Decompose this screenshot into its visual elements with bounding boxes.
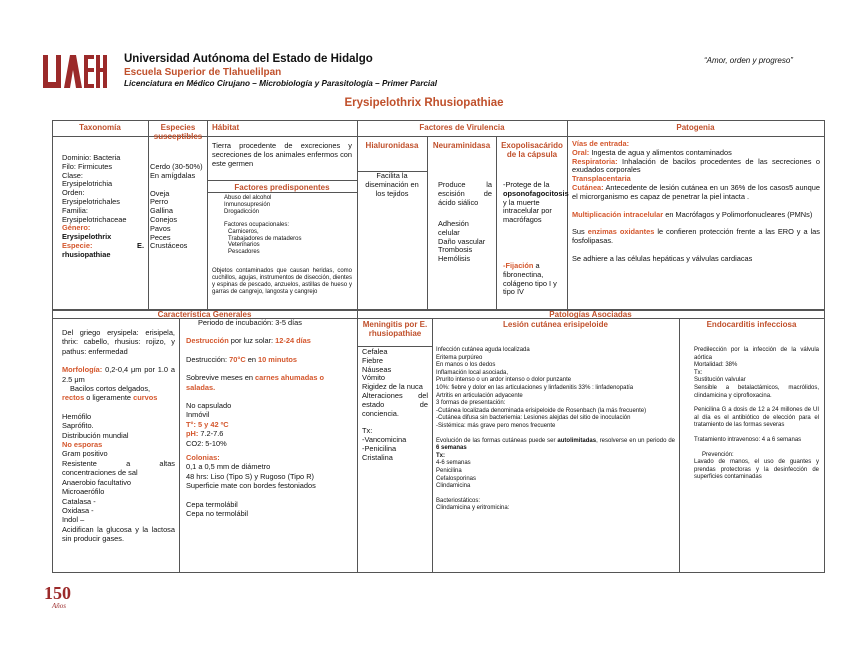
predis-inmuno: Inmunosupresión xyxy=(224,201,271,208)
carac-catalasa: Catalasa - xyxy=(62,496,96,506)
evol-pre: Evolución de las formas cutáneas puede ser xyxy=(436,437,556,444)
especie-oveja: Oveja xyxy=(150,188,170,198)
carac-origen: Del griego erysipela: erisipela, thrix: cabello, rhusius: rojizo, y pathus: enfermedad xyxy=(62,328,175,356)
evol-mid: , resolverse en un periodo de xyxy=(596,437,675,444)
endocarditis-content xyxy=(684,347,819,482)
cepa-no-termolabil: Cepa no termolábil xyxy=(186,509,249,519)
tax-familia-v: Erysipelotrichaceae xyxy=(62,214,127,224)
header-factores: Factores de Virulencia xyxy=(419,123,505,132)
destruccion-text: por luz solar: xyxy=(230,336,274,346)
lesion-l4: Inflamación local asociada, xyxy=(436,369,509,376)
tax-clase-v: Erysipelotrichia xyxy=(62,179,113,189)
cutanea-text: Antecedente de lesión cutánea en un 36% de los casos5 aunque el microrganismo es capaz de penetrar la piel intacta . xyxy=(572,182,820,201)
colonias-tipo: 48 hrs: Liso (Tipo S) y Rugoso (Tipo R) xyxy=(186,471,315,481)
predis-mataderos: Trabajadores de mataderos xyxy=(228,235,302,242)
exo-text1: -Protege de la xyxy=(503,180,550,189)
no-capsulado: No capsulado xyxy=(186,401,232,411)
bacilos-text: Bacilos cortos delgados, xyxy=(70,384,151,394)
resp-text: Inhalación de bacilos procedentes de las secreciones o exudados corporales xyxy=(572,156,820,175)
lesion-tx-penicilina: Penicilina xyxy=(436,467,462,474)
school-name: Escuela Superior de Tlahuelilpan xyxy=(124,67,282,78)
carac-oxidasa: Oxidasa - xyxy=(62,505,94,515)
predis-alcohol: Abuso del alcohol xyxy=(224,195,272,201)
enzimas-text: le confieren protección frente a las ERO y a las fosfolipasas. xyxy=(572,227,820,246)
temp-value: 5 y 42 ºC xyxy=(198,419,229,429)
fijacion-label: -Fijación xyxy=(503,261,534,270)
tax-orden: Orden: xyxy=(62,188,85,198)
destruccion-value: 12-24 días xyxy=(275,336,311,346)
tax-dominio: Dominio: Bacteria xyxy=(62,153,121,162)
cepa-termolabil: Cepa termolábil xyxy=(186,499,238,509)
carac-right xyxy=(186,318,354,519)
endo-lavado: Lavado de manos, el uso de guantes y prendas protectoras y la desinfección de superficies contaminadas xyxy=(694,459,819,481)
tax-especie: Especie: xyxy=(62,240,93,250)
enzimas-label: enzimas oxidantes xyxy=(587,227,655,237)
especie-perro: Perro xyxy=(150,197,169,207)
document-title: Erysipelothrix Rhusiopathiae xyxy=(344,97,504,109)
enzimas-pre: Sus xyxy=(572,227,585,237)
oral-text: Ingesta de agua y alimentos contaminados xyxy=(591,147,732,157)
exo-text2: y la muerte intracelular por macrófagos xyxy=(503,197,552,225)
motto: “Amor, orden y progreso” xyxy=(704,56,793,65)
header-habitat: Hábitat xyxy=(212,123,240,132)
evol-autolimitadas: autolimitadas xyxy=(557,437,597,444)
colonias-diametro: 0,1 a 0,5 mm de diámetro xyxy=(186,462,271,472)
destruccion-label: Destrucción xyxy=(186,336,229,346)
lesion-l5: Prurito intenso o un ardor intenso o dolor punzante xyxy=(436,377,572,384)
men-vancomicina: -Vancomicina xyxy=(362,435,407,445)
neura-adhesion: Adhesión celular xyxy=(438,219,469,237)
carac-acidifican: Acidifican la glucosa y la lactosa sin producir gases. xyxy=(62,524,175,544)
predis-objetos: Objetos contaminados que causan heridas, como cuchillos, agujas, instrumentos de disección, dientes y espinas de pescado, anzuelos, astillas de hueso y garras de cangrejo, langosta y cangrejo xyxy=(212,268,352,295)
men-cristalina: Cristalina xyxy=(362,452,393,462)
hialuronidasa-header: Hialuronidasa xyxy=(365,141,419,150)
meningitis-content xyxy=(362,348,428,463)
course-name: Licenciatura en Médico Cirujano – Microbiología y Parasitología – Primer Parcial xyxy=(124,79,438,88)
predis-ocupacionales: Factores ocupacionales: xyxy=(224,221,290,228)
destruccion2-en: en xyxy=(247,354,256,364)
co2: CO2: 5-10% xyxy=(186,438,227,448)
tax-orden-v: Erysipelotrichales xyxy=(62,196,120,206)
carac-saprofito: Saprófito. xyxy=(62,421,94,431)
carac-anaerobio: Anaerobio facultativo xyxy=(62,477,132,487)
destruccion2-temp: 70°C xyxy=(229,354,246,364)
tax-filo: Filo: Firmicutes xyxy=(62,161,113,171)
tax-especie-v2: rhusiopathiae xyxy=(62,249,111,259)
tax-genero: Género: xyxy=(62,223,91,233)
predis-carniceros: Carniceros, xyxy=(228,228,259,235)
header-meningitis: Meningitis por E. rhusiopathiae xyxy=(362,320,428,338)
lesion-tx-semanas: 4-6 semanas xyxy=(436,460,471,467)
ph-value: 7.2-7.6 xyxy=(200,429,224,439)
endo-mortalidad: Mortalidad: 38% xyxy=(694,362,738,369)
cutanea-label: Cutánea: xyxy=(572,182,604,192)
vias-entrada: Vías de entrada: xyxy=(572,139,630,148)
carac-resistente: Resistente a altas concentraciones de sal xyxy=(62,458,175,478)
exo-opsonofagocitosis: opsonofagocitosis xyxy=(503,188,569,198)
header-lesion: Lesión cutánea erisipeloide xyxy=(503,320,608,329)
carac-no-esporas: No esporas xyxy=(62,440,103,450)
fijacion-detail: a fibronectina, colágeno tipo I y tipo IV xyxy=(503,261,557,297)
men-penicilina: -Penicilina xyxy=(362,443,397,453)
university-name: Universidad Autónoma del Estado de Hidalgo xyxy=(124,53,373,65)
evol-6-semanas: 6 semanas xyxy=(436,445,467,452)
lesion-tx-cefalosporinas: Cefalosporinas xyxy=(436,475,477,482)
transplacentaria: Transplacentaria xyxy=(572,174,631,184)
carac-distribucion: Distribución mundial xyxy=(62,430,129,440)
carnes-text: carnes ahumadas o saladas. xyxy=(186,373,325,392)
carac-left xyxy=(62,328,175,544)
especie-gallina: Gallina xyxy=(150,206,174,216)
endo-intravenoso: Tratamiento intravenoso: 4 a 6 semanas xyxy=(694,436,802,443)
especie-cerdo: Cerdo (30-50%) En amígdalas xyxy=(150,162,203,180)
inmovil: Inmóvil xyxy=(186,410,210,420)
curvos-label: curvos xyxy=(133,393,158,403)
men-alteraciones: Alteraciones del estado de conciencia. xyxy=(362,390,428,418)
especie-peces: Peces xyxy=(150,232,171,242)
tax-especie-v1: E. xyxy=(137,240,144,250)
lesion-l1: Infección cutánea aguda localizada xyxy=(436,347,530,353)
habitat-text: Tierra procedente de excreciones y secreciones de los animales enfermos con este germen xyxy=(212,141,352,168)
especie-conejos: Conejos xyxy=(150,214,178,224)
carac-indol: Indol – xyxy=(62,515,85,525)
colonias-label: Colonias: xyxy=(186,453,220,463)
lesion-l3: En manos o los dedos xyxy=(436,362,496,369)
predisponentes-title: Factores predisponentes xyxy=(234,183,330,192)
adhesion-text: Se adhiere a las células hepáticas y válvulas cardiacas xyxy=(572,253,753,263)
sobrevive-text: Sobrevive meses en xyxy=(186,373,253,383)
men-tx-label: Tx: xyxy=(362,426,373,436)
lesion-content xyxy=(436,347,675,513)
rectos-label: rectos xyxy=(62,393,85,403)
lesion-l8: 3 formas de presentación: xyxy=(436,400,506,407)
lesion-l10: -Cutánea difusa sin bacteriemia: Lesiones alejdas del sitio de inoculación xyxy=(436,415,631,422)
men-fiebre: Fiebre xyxy=(362,355,383,365)
men-cefalea: Cefalea xyxy=(362,347,388,356)
lesion-l6: 10%: fiebre y dolor en las articulaciones y linfadenitis 33% : linfadenopatía xyxy=(436,384,634,391)
multiplicacion-label: Multiplicación intracelular xyxy=(572,209,664,219)
destruccion2-time: 10 minutos xyxy=(258,354,298,364)
endo-tx-label: Tx: xyxy=(694,369,703,376)
especie-crustaceos: Crustáceos xyxy=(150,241,188,251)
tax-familia: Familia: xyxy=(62,205,88,215)
anniversary-number: 150 xyxy=(44,583,71,603)
especie-pavos: Pavos xyxy=(150,223,171,233)
men-vomito: Vómito xyxy=(362,373,386,383)
lesion-clinda-eritro: Clindamicina y eritromicina: xyxy=(436,505,510,512)
neura-dano: Daño vascular xyxy=(438,236,486,246)
lesion-tx-clindamicina: Clindamicina xyxy=(436,483,471,490)
lesion-bacteriostaticos: Bacteriostáticos: xyxy=(436,497,481,504)
endo-sensible: Sensible a betalactámicos, macrólidos, clindamicina y ciprofloxacina. xyxy=(694,384,819,399)
lesion-l9: -Cutánea localizada denominada erisipeloide de Rosenbach (la más frecuente) xyxy=(436,407,647,414)
hialuronidasa-text: Facilita la diseminación en los tejidos xyxy=(365,171,419,198)
predis-veterinarios: Veterinarios xyxy=(228,242,260,249)
lesion-l2: Eritema purpúreo xyxy=(436,354,483,361)
lesion-l11: -Sistémica: más grave pero menos frecuente xyxy=(436,422,556,429)
header-especies: Especies susceptibles xyxy=(153,123,203,141)
tax-clase: Clase: xyxy=(62,170,83,180)
predis-droga: Drogadicción xyxy=(224,208,260,215)
carac-gram: Gram positivo xyxy=(62,449,108,459)
endo-sustitucion: Sustitución valvular xyxy=(694,377,746,384)
temp-label: T°: xyxy=(186,419,196,429)
morfologia-text: 0,2-0,4 μm por 1.0 a 2.5 μm xyxy=(62,365,175,384)
endo-prediccion: Predilección por la infección de la válvula aórtica xyxy=(694,347,819,361)
predis-pescadores: Pescadores xyxy=(228,249,260,256)
header-endocarditis: Endocarditis infecciosa xyxy=(706,320,797,329)
neura-hemolisis: Hemólisis xyxy=(438,254,471,264)
ph-label: pH: xyxy=(186,429,199,439)
morfologia-label: Morfología: xyxy=(62,365,103,375)
oral-label: Oral: xyxy=(572,147,590,157)
ligeramente-text: o ligeramente xyxy=(86,393,132,403)
men-nauseas: Náuseas xyxy=(362,364,392,374)
tax-genero-v: Erysipelothrix xyxy=(62,232,112,242)
header-patologias: Patologías Asociadas xyxy=(549,310,632,319)
anniversary-logo xyxy=(44,584,80,618)
exopolisacarido-header: Exopolisacárido de la cápsula xyxy=(501,141,563,159)
header-taxonomia: Taxonomía xyxy=(79,123,121,132)
destruccion2-label: Destrucción: xyxy=(186,354,228,364)
incubacion: Periodo de incubación: 3-5 días xyxy=(198,318,302,327)
anniversary-text: Años xyxy=(52,602,66,610)
endo-penicilina: Penicilina G a dosis de 12 a 24 millones de UI al día es el antibiótico de elección para el tratamiento de las formas severas xyxy=(694,407,819,429)
carac-microaerofilo: Microaerófilo xyxy=(62,487,105,497)
multiplicacion-text: en Macrófagos y Polimorfonucleares (PMNs) xyxy=(665,209,813,219)
endo-prevencion: Prevención: xyxy=(702,451,734,458)
carac-hemofilo: Hemófilo xyxy=(62,411,92,421)
lesion-tx-label: Tx: xyxy=(436,452,445,459)
colonias-superficie: Superficie mate con bordes festoniados xyxy=(186,481,316,491)
resp-label: Respiratoria: xyxy=(572,156,618,166)
header-caracteristicas: Característica Generales xyxy=(157,310,252,319)
men-rigidez: Rigidez de la nuca xyxy=(362,382,423,392)
neura-trombosis: Trombosis xyxy=(438,245,473,255)
lesion-l7: Artritis en articulación adyacente xyxy=(436,392,523,399)
neuraminidasa-header: Neuraminidasa xyxy=(432,141,491,150)
header-patogenia: Patogenia xyxy=(676,123,715,132)
neuraminidasa-text: Produce la escisión de ácido siálico xyxy=(438,180,492,207)
